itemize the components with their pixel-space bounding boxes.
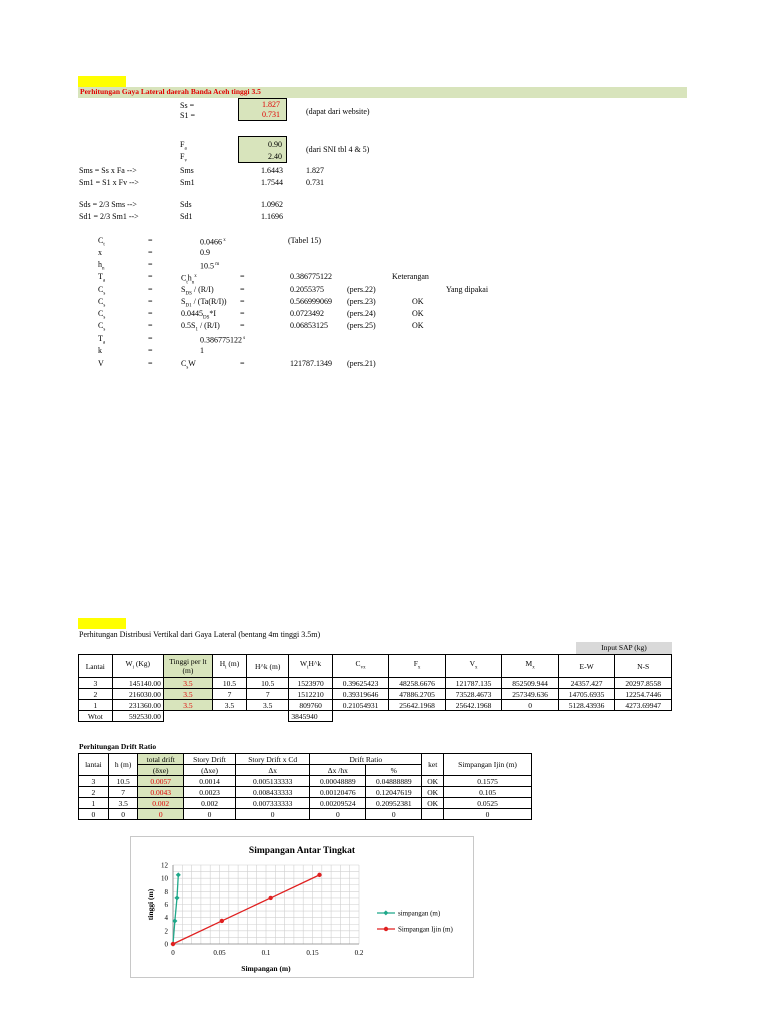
column-header: $V_x$ xyxy=(445,655,502,678)
table-cell: 3 xyxy=(79,678,113,689)
column-header: $W_iH\^{}k$ xyxy=(289,655,332,678)
param-result: 0.0723492 xyxy=(290,309,324,318)
ss-label: Ss = xyxy=(180,101,195,110)
param-equals: = xyxy=(148,272,153,281)
param-result: 0.386775122 xyxy=(290,272,332,281)
table-cell xyxy=(445,711,502,722)
param-symbol: V xyxy=(98,359,104,368)
param-remark: OK xyxy=(412,321,424,330)
param-expression: $S_{DS} / (R/I)$ xyxy=(181,285,214,297)
param-expression: $S_{D1} / (Ta(R/I))$ xyxy=(181,297,227,309)
param-symbol: $C_s$ xyxy=(98,297,106,309)
y-tick-label: 10 xyxy=(161,874,168,883)
param-result: 0.2055375 xyxy=(290,285,324,294)
param-remark: OK xyxy=(412,297,424,306)
x-tick-label: 0.05 xyxy=(213,949,226,957)
sm1-value: 1.7544 xyxy=(261,178,283,187)
param-note: (Tabel 15) xyxy=(288,236,321,245)
legend-marker xyxy=(383,910,388,915)
table-cell: 0 xyxy=(79,809,109,820)
table-cell: Wtot xyxy=(79,711,113,722)
table-cell: 0.21054931 xyxy=(332,700,389,711)
table-cell: 0.0014 xyxy=(184,776,236,787)
table-cell: 7 xyxy=(108,787,138,798)
param-value: 1 xyxy=(200,346,204,355)
legend-label: simpangan (m) xyxy=(398,909,441,918)
fv-value[interactable]: 2.40 xyxy=(268,152,282,161)
table-cell: 0.005133333 xyxy=(236,776,310,787)
table-cell: OK xyxy=(422,798,444,809)
param-equals-2: = xyxy=(240,285,245,294)
param-value: 0.9 xyxy=(200,248,210,257)
table-cell: 0.002 xyxy=(184,798,236,809)
y-tick-label: 0 xyxy=(164,940,168,949)
sm1-formula: Sm1 = S1 x Fv --> xyxy=(79,178,139,187)
table-cell: 0.20952381 xyxy=(366,798,422,809)
legend-label: Simpangan Ijin (m) xyxy=(398,925,453,934)
table-cell: 3.5 xyxy=(247,700,289,711)
param-remark-2: Yang dipakai xyxy=(446,285,489,294)
table-cell[interactable]: 3.5 xyxy=(163,700,212,711)
param-equals: = xyxy=(148,334,153,343)
table-cell: 2 xyxy=(79,689,113,700)
param-equals: = xyxy=(148,309,153,318)
column-header: $C_{vx}$ xyxy=(332,655,389,678)
param-equals: = xyxy=(148,359,153,368)
table-cell: 0 xyxy=(184,809,236,820)
param-result: 0.06853125 xyxy=(290,321,328,330)
table-cell: 0.1575 xyxy=(444,776,532,787)
data-point xyxy=(176,872,181,877)
param-symbol: $T_a$ xyxy=(98,334,106,346)
table-cell: 0.0525 xyxy=(444,798,532,809)
param-result: 121787.1349 xyxy=(290,359,332,368)
sd1-formula: Sd1 = 2/3 Sm1 --> xyxy=(79,212,139,221)
param-note: (pers.24) xyxy=(347,309,376,318)
table-cell: 3845940 xyxy=(289,711,332,722)
param-equals: = xyxy=(148,297,153,306)
table-cell: 0.105 xyxy=(444,787,532,798)
table-note: (dari SNI tbl 4 & 5) xyxy=(306,145,370,154)
sm1-value2: 0.731 xyxy=(306,178,324,187)
table-row xyxy=(79,689,672,700)
data-point xyxy=(174,895,179,900)
table-cell[interactable]: 0.002 xyxy=(138,798,184,809)
x-tick-label: 0.15 xyxy=(306,949,319,957)
table-cell xyxy=(389,711,446,722)
param-symbol: $h_n$ xyxy=(98,260,105,272)
table-cell: 0.39319646 xyxy=(332,689,389,700)
title-highlight xyxy=(78,76,126,87)
table-cell xyxy=(332,711,389,722)
ss-value[interactable]: 1.827 xyxy=(262,100,280,109)
column-header: ket xyxy=(422,754,444,776)
table-cell: 809760 xyxy=(289,700,332,711)
sm1-label: Sm1 xyxy=(180,178,195,187)
section2-title: Perhitungan Distribusi Vertikal dari Gaya Lateral (bentang 4m tinggi 3.5m) xyxy=(79,630,321,639)
s1-label: S1 = xyxy=(180,111,195,120)
table-cell[interactable]: 0.0043 xyxy=(138,787,184,798)
sds-formula: Sds = 2/3 Sms --> xyxy=(79,200,137,209)
column-header: $W_i$ (Kg) xyxy=(112,655,163,678)
data-point xyxy=(171,942,175,946)
table-cell: 10.5 xyxy=(247,678,289,689)
sds-value: 1.0962 xyxy=(261,200,283,209)
table-cell: 0 xyxy=(108,809,138,820)
param-equals: = xyxy=(148,236,153,245)
table-cell: 14705.6935 xyxy=(558,689,615,700)
table-cell: 20297.8558 xyxy=(615,678,672,689)
param-symbol: k xyxy=(98,346,102,355)
table-cell: 47886.2705 xyxy=(389,689,446,700)
section1-title: Perhitungan Gaya Lateral daerah Banda Aceh tinggi 3.5 xyxy=(80,87,261,96)
table-cell: 231360.00 xyxy=(112,700,163,711)
column-header: N-S xyxy=(615,655,672,678)
param-equals-2: = xyxy=(240,297,245,306)
table-cell: 1 xyxy=(79,700,113,711)
table-cell: 5128.43936 xyxy=(558,700,615,711)
table-cell: 73528.4673 xyxy=(445,689,502,700)
distribution-table xyxy=(78,654,672,722)
table-cell: 0.007333333 xyxy=(236,798,310,809)
param-note: (pers.25) xyxy=(347,321,376,330)
data-point xyxy=(220,919,224,923)
column-header: total drift xyxy=(138,754,184,765)
param-value: 0.0466 $^x$ xyxy=(200,237,226,247)
param-expression: $C_sW$ xyxy=(181,359,196,371)
table-cell: 0.00209524 xyxy=(310,798,366,809)
sms-label: Sms xyxy=(180,166,194,175)
table-cell: OK xyxy=(422,776,444,787)
site-note: (dapat dari website) xyxy=(306,107,370,116)
table-cell xyxy=(163,711,212,722)
param-remark: Keterangan xyxy=(392,272,429,281)
param-symbol: $C_s$ xyxy=(98,285,106,297)
table-row xyxy=(79,809,532,820)
table-cell: 0 xyxy=(444,809,532,820)
table-cell: 0.39625423 xyxy=(332,678,389,689)
column-header: $F_x$ xyxy=(389,655,446,678)
sms-formula: Sms = Ss x Fa --> xyxy=(79,166,137,175)
table-cell: 1512210 xyxy=(289,689,332,700)
param-value: 0.386775122 $^s$ xyxy=(200,335,246,345)
column-subheader: Δx xyxy=(236,765,310,776)
param-note: (pers.23) xyxy=(347,297,376,306)
column-header: E-W xyxy=(558,655,615,678)
table-cell: 3 xyxy=(79,776,109,787)
chart-svg xyxy=(131,837,473,977)
s1-value[interactable]: 0.731 xyxy=(262,110,280,119)
table-cell[interactable]: 0 xyxy=(138,809,184,820)
sms-value2: 1.827 xyxy=(306,166,324,175)
series-line xyxy=(173,875,178,944)
param-equals: = xyxy=(148,260,153,269)
table-cell: 1 xyxy=(79,798,109,809)
table-cell[interactable]: 3.5 xyxy=(163,678,212,689)
table-cell: 12254.7446 xyxy=(615,689,672,700)
table-row xyxy=(79,798,532,809)
y-tick-label: 8 xyxy=(164,887,168,896)
table-row xyxy=(79,787,532,798)
sd1-label: Sd1 xyxy=(180,212,193,221)
drift-title: Perhitungan Drift Ratio xyxy=(79,742,157,751)
table-cell: 10.5 xyxy=(212,678,246,689)
table-cell: 25642.1968 xyxy=(389,700,446,711)
param-result: 0.566999069 xyxy=(290,297,332,306)
param-expression: $0.5S_1 / (R/I)$ xyxy=(181,321,220,333)
table-cell: 0.00048889 xyxy=(310,776,366,787)
param-equals: = xyxy=(148,248,153,257)
table-cell[interactable]: 0.0057 xyxy=(138,776,184,787)
param-symbol: $C_t$ xyxy=(98,236,105,248)
series-line xyxy=(173,875,319,944)
table-cell: 216030.00 xyxy=(112,689,163,700)
param-equals: = xyxy=(148,346,153,355)
y-tick-label: 12 xyxy=(161,861,168,870)
table-cell: 852509.944 xyxy=(502,678,559,689)
table-row xyxy=(79,700,672,711)
table-cell: 0.00120476 xyxy=(310,787,366,798)
table-cell xyxy=(502,711,559,722)
param-equals: = xyxy=(148,285,153,294)
table-cell: 0 xyxy=(366,809,422,820)
column-header: H^k (m) xyxy=(247,655,289,678)
y-tick-label: 6 xyxy=(164,901,168,909)
table-cell: 0.12047619 xyxy=(366,787,422,798)
param-note: (pers.22) xyxy=(347,285,376,294)
x-tick-label: 0.1 xyxy=(261,949,271,957)
column-header: Tinggi per lt (m) xyxy=(163,655,212,678)
table-cell: 4273.69947 xyxy=(615,700,672,711)
sms-value: 1.6443 xyxy=(261,166,283,175)
table-cell: 25642.1968 xyxy=(445,700,502,711)
param-symbol: $T_a$ xyxy=(98,272,106,284)
drift-chart xyxy=(130,836,474,978)
table-cell: 0.008433333 xyxy=(236,787,310,798)
table-cell[interactable]: 3.5 xyxy=(163,689,212,700)
x-axis-label: Simpangan (m) xyxy=(241,964,291,973)
table-cell: 0 xyxy=(502,700,559,711)
table-cell: 3.5 xyxy=(212,700,246,711)
param-symbol: $C_s$ xyxy=(98,309,106,321)
drift-table xyxy=(78,753,532,820)
param-symbol: $C_s$ xyxy=(98,321,106,333)
chart-title: Simpangan Antar Tingkat xyxy=(248,846,356,856)
sd1-value: 1.1696 xyxy=(261,212,283,221)
data-point xyxy=(268,896,272,900)
table-cell: 7 xyxy=(247,689,289,700)
table-cell: 145140.00 xyxy=(112,678,163,689)
column-header: Story Drift xyxy=(184,754,236,765)
y-tick-label: 2 xyxy=(164,927,168,936)
column-header: $H_i$ (m) xyxy=(212,655,246,678)
column-subheader: Δx /hx xyxy=(310,765,366,776)
column-subheader: (δxe) xyxy=(138,765,184,776)
param-equals: = xyxy=(148,321,153,330)
table-row xyxy=(79,776,532,787)
table-cell xyxy=(212,711,246,722)
fa-value[interactable]: 0.90 xyxy=(268,140,282,149)
column-subheader: % xyxy=(366,765,422,776)
table-cell: 10.5 xyxy=(108,776,138,787)
table-cell: 7 xyxy=(212,689,246,700)
table-cell: 257349.636 xyxy=(502,689,559,700)
param-equals-2: = xyxy=(240,321,245,330)
data-point xyxy=(317,873,321,877)
table-cell: 592530.00 xyxy=(112,711,163,722)
param-equals-2: = xyxy=(240,309,245,318)
table-cell: 48258.6676 xyxy=(389,678,446,689)
table-cell: 0.0023 xyxy=(184,787,236,798)
param-equals-2: = xyxy=(240,359,245,368)
table-cell: 24357.427 xyxy=(558,678,615,689)
table-row xyxy=(79,678,672,689)
column-header: lantai xyxy=(79,754,109,776)
param-expression: $0.0445_{DS}*I$ xyxy=(181,309,217,321)
table-cell: 0 xyxy=(236,809,310,820)
total-row xyxy=(79,711,672,722)
column-header: Simpangan Ijin (m) xyxy=(444,754,532,776)
param-note: (pers.21) xyxy=(347,359,376,368)
param-equals-2: = xyxy=(240,272,245,281)
column-header: Story Drift x Cd xyxy=(236,754,310,765)
sds-label: Sds xyxy=(180,200,192,209)
table-cell xyxy=(558,711,615,722)
param-remark: OK xyxy=(412,309,424,318)
column-header: h (m) xyxy=(108,754,138,776)
table-cell: 2 xyxy=(79,787,109,798)
x-tick-label: 0 xyxy=(171,949,175,957)
table-cell xyxy=(247,711,289,722)
fv-label: $F_v$ xyxy=(180,152,187,164)
param-value: 10.5 $^m$ xyxy=(200,261,220,271)
legend-marker xyxy=(384,927,388,931)
y-axis-label: tinggi (m) xyxy=(146,888,155,921)
param-expression: $C_th_n^x$ xyxy=(181,273,197,286)
table-cell: 1523970 xyxy=(289,678,332,689)
section2-highlight xyxy=(78,618,126,629)
column-header: Lantai xyxy=(79,655,113,678)
param-symbol: x xyxy=(98,248,102,257)
table-cell: OK xyxy=(422,787,444,798)
input-sap-label: Input SAP (kg) xyxy=(576,642,672,654)
x-tick-label: 0.2 xyxy=(354,949,364,957)
table-cell: 0.04888889 xyxy=(366,776,422,787)
table-cell: 121787.135 xyxy=(445,678,502,689)
table-cell: 3.5 xyxy=(108,798,138,809)
fa-label: $F_a$ xyxy=(180,140,187,152)
table-cell: 0 xyxy=(310,809,366,820)
table-cell xyxy=(615,711,672,722)
column-header: $M_x$ xyxy=(502,655,559,678)
column-header: Drift Ratio xyxy=(310,754,422,765)
column-subheader: (Δxe) xyxy=(184,765,236,776)
y-tick-label: 4 xyxy=(164,914,168,923)
table-cell xyxy=(422,809,444,820)
